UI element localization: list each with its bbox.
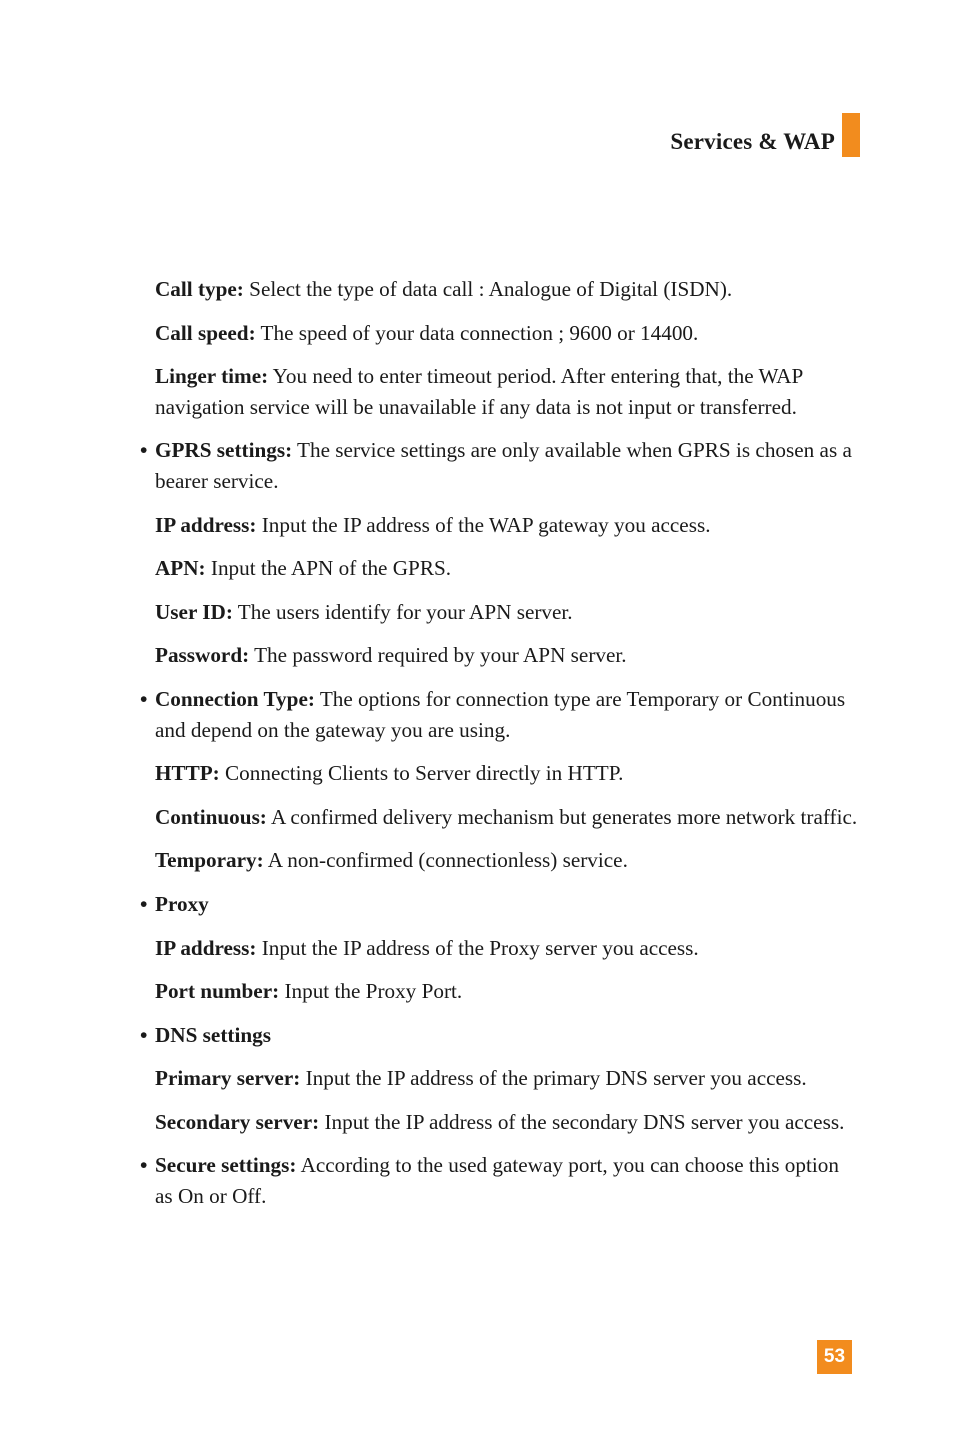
section-title: Services & WAP — [670, 129, 835, 154]
bullet-paragraph — [140, 1020, 860, 1051]
definition-paragraph — [155, 1107, 860, 1138]
definition-term: GPRS settings: — [155, 438, 293, 463]
definition-term: Temporary: — [155, 848, 264, 873]
definition-term: HTTP: — [155, 761, 220, 786]
definition-term: Call type: — [155, 277, 244, 301]
definition-paragraph — [155, 553, 860, 584]
definition-paragraph — [155, 640, 860, 671]
bullet-icon: • — [140, 438, 148, 463]
definition-paragraph — [155, 758, 860, 789]
definition-term: Call speed: — [155, 320, 256, 345]
definition-term: Password: — [155, 643, 250, 668]
definition-text: Input the IP address of the Proxy server you access. — [256, 935, 699, 960]
definition-term: IP address: — [155, 935, 257, 960]
definition-term: Secondary server: — [155, 1109, 320, 1134]
definition-text: Input the APN of the GPRS. — [205, 556, 452, 581]
definition-term: User ID: — [155, 599, 233, 624]
bullet-paragraph — [140, 889, 860, 920]
definition-text: Input the IP address of the WAP gateway you access. — [256, 512, 711, 537]
definition-paragraph — [155, 845, 860, 876]
definition-paragraph — [155, 274, 860, 305]
page-number: 53 — [817, 1340, 852, 1374]
definition-term: Proxy — [155, 891, 209, 916]
definition-term: Continuous: — [155, 804, 267, 829]
definition-term: DNS settings — [155, 1022, 271, 1047]
bullet-paragraph — [140, 1150, 860, 1211]
body-text — [140, 274, 860, 1225]
definition-text: Input the IP address of the primary DNS server you access. — [300, 1066, 807, 1091]
bullet-paragraph — [140, 435, 860, 496]
definition-text: The options for connection type are Temporary or Continuous and depend on the gateway you are using. — [155, 686, 846, 742]
definition-term: Connection Type: — [155, 686, 315, 711]
definition-text: The speed of your data connection ; 9600 or 14400. — [255, 320, 699, 345]
definition-term: Primary server: — [155, 1066, 301, 1091]
bullet-paragraph — [140, 684, 860, 745]
definition-paragraph — [155, 361, 860, 422]
definition-term: IP address: — [155, 512, 257, 537]
definition-text: You need to enter timeout period. After entering that, the WAP navigation service will be unavailable if any data is not input or transferred. — [155, 364, 803, 419]
definition-paragraph — [155, 933, 860, 964]
bullet-icon: • — [140, 891, 148, 916]
definition-text: According to the used gateway port, you can choose this option as On or Off. — [155, 1153, 839, 1209]
definition-term: Secure settings: — [155, 1153, 297, 1178]
bullet-icon: • — [140, 1022, 148, 1047]
definition-term: Linger time: — [155, 364, 269, 389]
section-tab-marker — [842, 113, 860, 157]
definition-paragraph — [155, 597, 860, 628]
definition-term: Port number: — [155, 979, 280, 1004]
definition-text: The service settings are only available when GPRS is chosen as a bearer service. — [155, 438, 852, 493]
definition-paragraph — [155, 802, 860, 833]
definition-paragraph — [155, 318, 860, 349]
definition-text: The password required by your APN server. — [249, 643, 627, 668]
definition-text: Input the IP address of the secondary DNS server you access. — [319, 1109, 845, 1134]
bullet-icon: • — [140, 1153, 148, 1178]
bullet-icon: • — [140, 686, 148, 711]
definition-text: The users identify for your APN server. — [232, 599, 573, 624]
definition-text: Select the type of data call : Analogue of Digital (ISDN). — [243, 277, 733, 301]
definition-paragraph — [155, 1063, 860, 1094]
definition-text: Connecting Clients to Server directly in HTTP. — [219, 761, 624, 786]
definition-text: A confirmed delivery mechanism but generates more network traffic. — [266, 804, 858, 829]
definition-text: Input the Proxy Port. — [279, 979, 463, 1004]
definition-text: A non-confirmed (connectionless) service. — [263, 848, 628, 873]
definition-term: APN: — [155, 556, 206, 581]
definition-paragraph — [155, 510, 860, 541]
definition-paragraph — [155, 976, 860, 1007]
